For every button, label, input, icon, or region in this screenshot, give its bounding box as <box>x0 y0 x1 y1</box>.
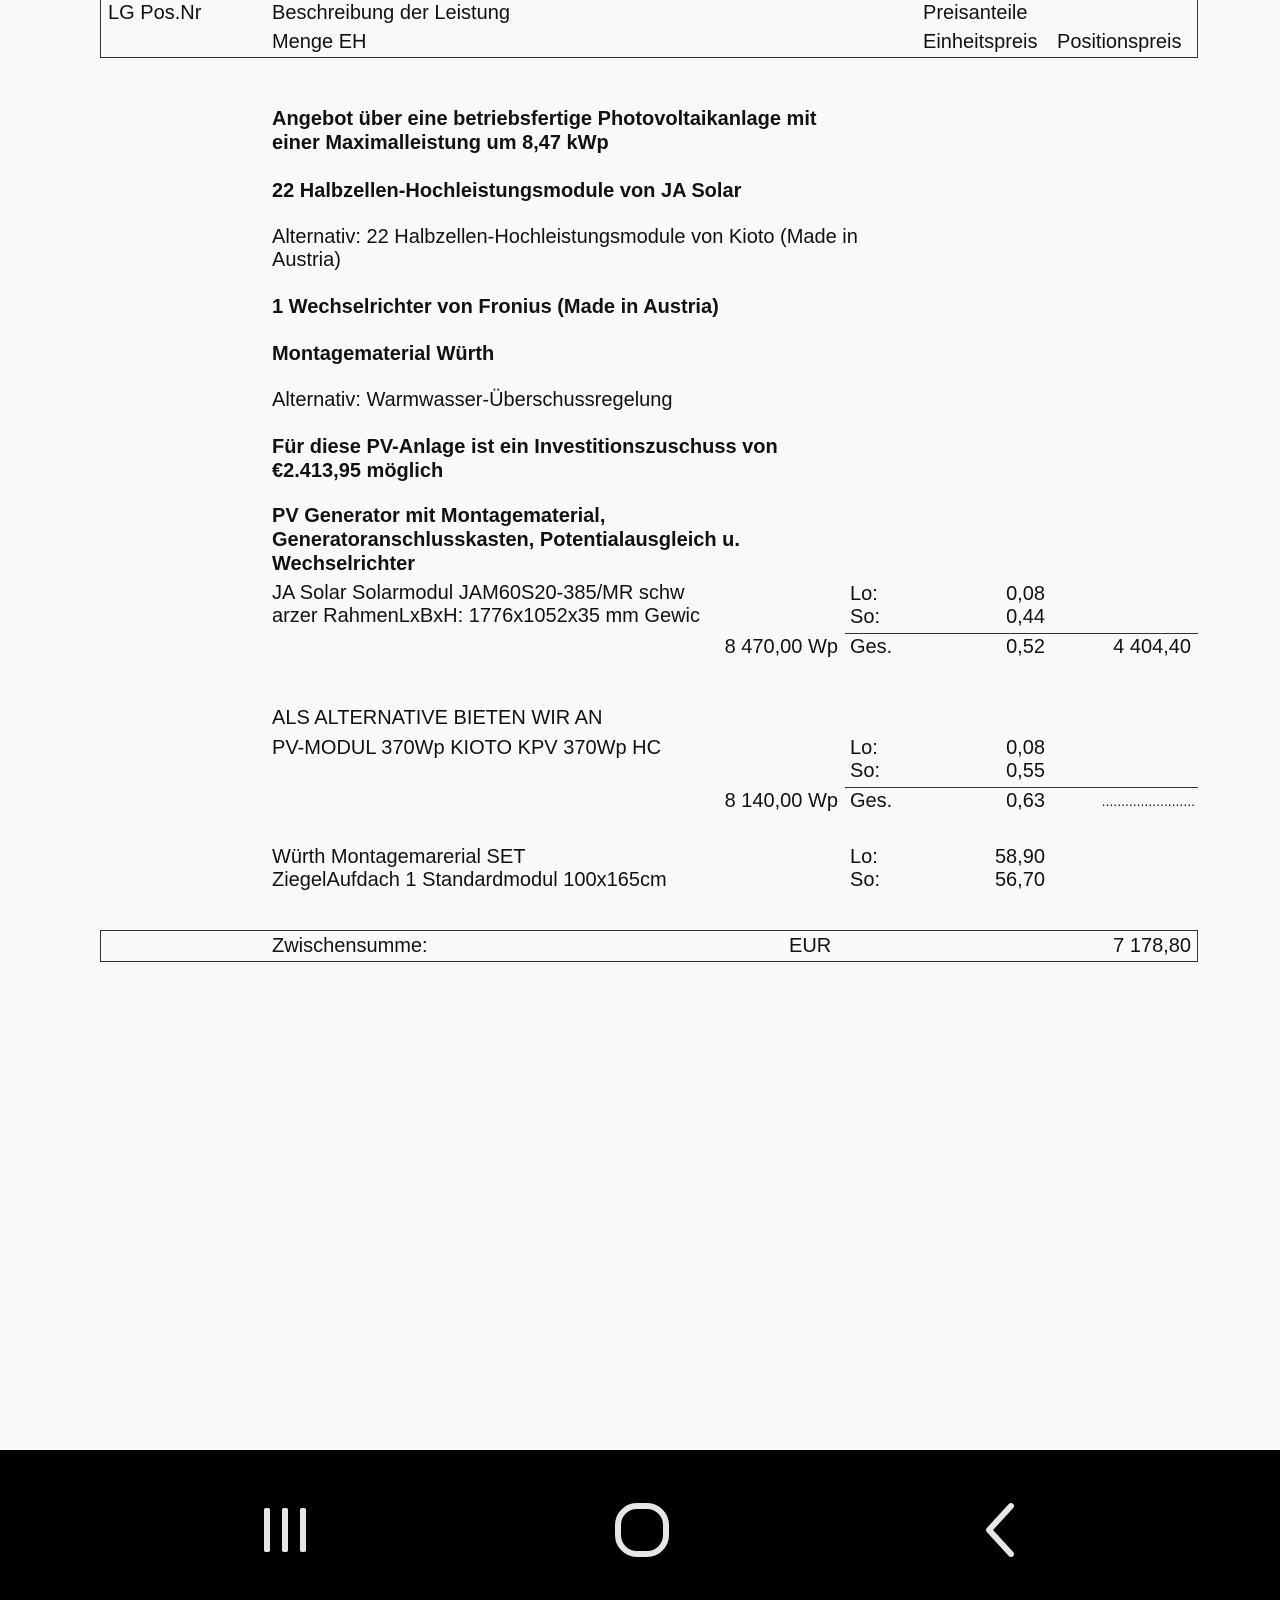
position1-total: 4 404,40 <box>1113 636 1191 658</box>
header-pos-nr: LG Pos.Nr <box>108 2 202 24</box>
position1-quantity: 8 470,00 Wp <box>724 636 838 658</box>
navigation-bar <box>0 1450 1280 1600</box>
subsidy-line1: Für diese PV-Anlage ist ein Investitionszuschuss von <box>272 436 778 458</box>
position3-desc-line2: ZiegelAufdach 1 Standardmodul 100x165cm <box>272 869 667 891</box>
modules-text: 22 Halbzellen-Hochleistungsmodule von JA Solar <box>272 180 742 202</box>
position2-sum-divider <box>845 787 1198 788</box>
position1-ges-value: 0,52 <box>1006 636 1045 658</box>
position3-so-label: So: <box>850 869 881 891</box>
back-icon <box>965 1495 1035 1565</box>
position1-title-line3: Wechselrichter <box>272 553 416 575</box>
header-unit-price: Einheitspreis <box>923 31 1038 53</box>
subtotal-box <box>100 930 1198 962</box>
alt-modules-line1: Alternativ: 22 Halbzellen-Hochleistungsmodule von Kioto (Made in <box>272 226 858 248</box>
position3-lo-label: Lo: <box>850 846 878 868</box>
subtotal-label: Zwischensumme: <box>272 935 428 957</box>
position1-title-line1: PV Generator mit Montagematerial, <box>272 505 606 527</box>
position1-desc-line1: JA Solar Solarmodul JAM60S20-385/MR schw <box>272 582 685 604</box>
alt-modules-line2: Austria) <box>272 249 341 271</box>
recent-apps-button[interactable] <box>250 1495 320 1565</box>
position2-lo-label: Lo: <box>850 737 878 759</box>
header-quantity-unit: Menge EH <box>272 31 367 53</box>
recent-apps-icon <box>250 1495 320 1565</box>
home-icon <box>607 1495 677 1565</box>
position2-lo-value: 0,08 <box>1006 737 1045 759</box>
position1-desc-line2: arzer RahmenLxBxH: 1776x1052x35 mm Gewic <box>272 605 700 627</box>
position2-so-label: So: <box>850 760 881 782</box>
position3-lo-value: 58,90 <box>994 846 1045 868</box>
position2-so-value: 0,55 <box>1006 760 1045 782</box>
position2-quantity: 8 140,00 Wp <box>724 790 838 812</box>
position3-desc-line1: Würth Montagemarerial SET <box>272 846 526 868</box>
subsidy-line2: €2.413,95 möglich <box>272 460 444 482</box>
position2-desc: PV-MODUL 370Wp KIOTO KPV 370Wp HC <box>272 737 662 759</box>
position1-ges-label: Ges. <box>850 636 893 658</box>
position1-so-value: 0,44 <box>1006 606 1045 628</box>
header-position-price: Positionspreis <box>1057 31 1182 53</box>
offer-title-line1: Angebot über eine betriebsfertige Photovoltaikanlage mit <box>272 108 817 130</box>
position3-so-value: 56,70 <box>994 869 1045 891</box>
subtotal-currency: EUR <box>789 935 832 957</box>
position1-sum-divider <box>845 633 1198 634</box>
subtotal-value: 7 178,80 <box>1113 935 1191 957</box>
position2-ges-label: Ges. <box>850 790 893 812</box>
position1-lo-value: 0,08 <box>1006 583 1045 605</box>
position2-total-blank: ........................ <box>1101 793 1195 809</box>
position1-so-label: So: <box>850 606 881 628</box>
mounting-text: Montagematerial Würth <box>272 343 495 365</box>
alt-hotwater-text: Alternativ: Warmwasser-Überschussregelung <box>272 389 673 411</box>
home-button[interactable] <box>607 1495 677 1565</box>
back-button[interactable] <box>965 1495 1035 1565</box>
position2-ges-value: 0,63 <box>1006 790 1045 812</box>
header-description: Beschreibung der Leistung <box>272 2 510 24</box>
position1-lo-label: Lo: <box>850 583 878 605</box>
offer-title-line2: einer Maximalleistung um 8,47 kWp <box>272 132 609 154</box>
position1-title-line2: Generatoranschlusskasten, Potentialausgleich u. <box>272 529 740 551</box>
header-price-parts: Preisanteile <box>923 2 1028 24</box>
inverter-text: 1 Wechselrichter von Fronius (Made in Austria) <box>272 296 719 318</box>
position2-heading: ALS ALTERNATIVE BIETEN WIR AN <box>272 707 603 729</box>
